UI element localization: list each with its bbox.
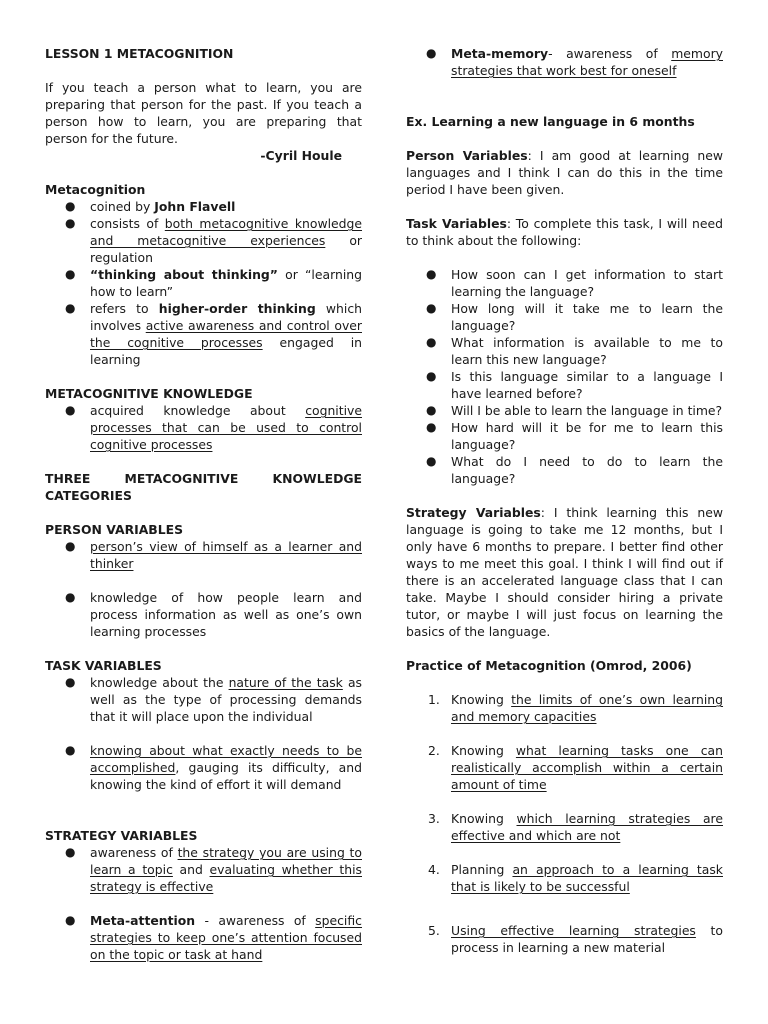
- list-item: ● awareness of the strategy you are using to learn a topic and evaluating whether this strategy is effective: [65, 845, 362, 894]
- list-item: ● Meta-attention - awareness of specific strategies to keep one’s attention focused on the topic or task at hand: [65, 913, 362, 962]
- bullet-icon: ●: [426, 267, 437, 281]
- bullet-icon: ●: [426, 369, 437, 383]
- metacognition-heading: Metacognition: [45, 182, 146, 197]
- list-item: 4. Planning an approach to a learning task that is likely to be successful: [428, 862, 723, 894]
- bullet-icon: ●: [65, 199, 76, 213]
- bullet-icon: ●: [65, 845, 76, 859]
- list-item: ● How soon can I get information to start learning the language?: [426, 267, 723, 299]
- list-item: 2. Knowing what learning tasks one can realistically accomplish within a certain amount of time: [428, 743, 723, 792]
- list-item: ● What do I need to do to learn the language?: [426, 454, 723, 486]
- task-variables-paragraph: Task Variables: To complete this task, I will need to think about the following:: [406, 216, 724, 248]
- left-column: [45, 45, 362, 963]
- list-item: ● person’s view of himself as a learner and thinker: [65, 539, 362, 571]
- bullet-icon: ●: [65, 403, 76, 417]
- list-item: ● What information is available to me to learn this new language?: [426, 335, 723, 367]
- practice-heading: Practice of Metacognition (Omrod, 2006): [406, 658, 692, 673]
- bullet-icon: ●: [426, 403, 437, 417]
- bullet-icon: ●: [65, 267, 76, 281]
- metacognitive-knowledge-heading: METACOGNITIVE KNOWLEDGE: [45, 386, 253, 401]
- bullet-icon: ●: [65, 301, 76, 315]
- bullet-icon: ●: [426, 46, 437, 60]
- example-heading: Ex. Learning a new language in 6 months: [406, 114, 695, 129]
- list-item: ● Is this language similar to a language I have learned before?: [426, 369, 723, 401]
- list-item: 3. Knowing which learning strategies are effective and which are not: [428, 811, 723, 843]
- list-item: ● “thinking about thinking” or “learning how to learn”: [65, 267, 362, 299]
- list-item: ● How long will it take me to learn the language?: [426, 301, 723, 333]
- list-item: 5. Using effective learning strategies to process in learning a new material: [428, 923, 723, 955]
- list-item: ● coined by John Flavell: [65, 199, 236, 214]
- bullet-icon: ●: [65, 539, 76, 553]
- list-item: ● How hard will it be for me to learn this language?: [426, 420, 723, 452]
- person-variables-heading: PERSON VARIABLES: [45, 522, 184, 537]
- bullet-icon: ●: [426, 420, 437, 434]
- opening-quote: If you teach a person what to learn, you are preparing that person for the past. If you teach a person how to learn, you are preparing that person for the future.: [45, 80, 362, 146]
- strategy-variables-paragraph: Strategy Variables: I think learning this new language is going to take me 12 months, but I only have 6 months to prepare. I better find other ways to me meet this goal. I think I will find out if there is an accelerated language class that I can take. Maybe I should consider hiring a private tutor, or maybe I will just focus on learning the basics of the language.: [406, 505, 723, 639]
- list-item: 1. Knowing the limits of one’s own learning and memory capacities: [428, 692, 724, 724]
- task-variables-heading: TASK VARIABLES: [45, 658, 162, 673]
- quote-author: -Cyril Houle: [260, 148, 342, 163]
- task-questions-list: [406, 266, 723, 487]
- bullet-icon: ●: [426, 454, 437, 468]
- list-item: ● knowledge about the nature of the task as well as the type of processing demands that it will place upon the individual: [65, 675, 362, 724]
- bullet-icon: ●: [65, 743, 76, 757]
- categories-heading: THREE METACOGNITIVE KNOWLEDGE CATEGORIES: [45, 471, 362, 503]
- list-item: ● knowing about what exactly needs to be accomplished, gauging its difficulty, and knowing the kind of effort it will demand: [65, 743, 362, 792]
- list-item: ● refers to higher-order thinking which involves active awareness and control over the cognitive processes engaged in learning: [65, 301, 362, 367]
- bullet-icon: ●: [426, 335, 437, 349]
- right-column: [406, 45, 723, 956]
- list-item: ● consists of both metacognitive knowledge and metacognitive experiences or regulation: [65, 216, 363, 265]
- bullet-icon: ●: [426, 301, 437, 315]
- person-variables-paragraph: Person Variables: I am good at learning new languages and I think I can do this in the time period I have been given.: [406, 148, 723, 197]
- bullet-icon: ●: [65, 913, 76, 927]
- bullet-icon: ●: [65, 590, 76, 604]
- list-item: ● Meta-memory- awareness of memory strategies that work best for oneself: [426, 46, 723, 78]
- bullet-icon: ●: [65, 216, 76, 230]
- list-item: ● knowledge of how people learn and process information as well as one’s own learning processes: [65, 590, 362, 639]
- lesson-title: LESSON 1 METACOGNITION: [45, 46, 234, 61]
- bullet-icon: ●: [65, 675, 76, 689]
- list-item: ● acquired knowledge about cognitive processes that can be used to control cognitive processes: [65, 403, 362, 452]
- list-item: ● Will I be able to learn the language in time?: [426, 403, 723, 418]
- strategy-variables-heading: STRATEGY VARIABLES: [45, 828, 198, 843]
